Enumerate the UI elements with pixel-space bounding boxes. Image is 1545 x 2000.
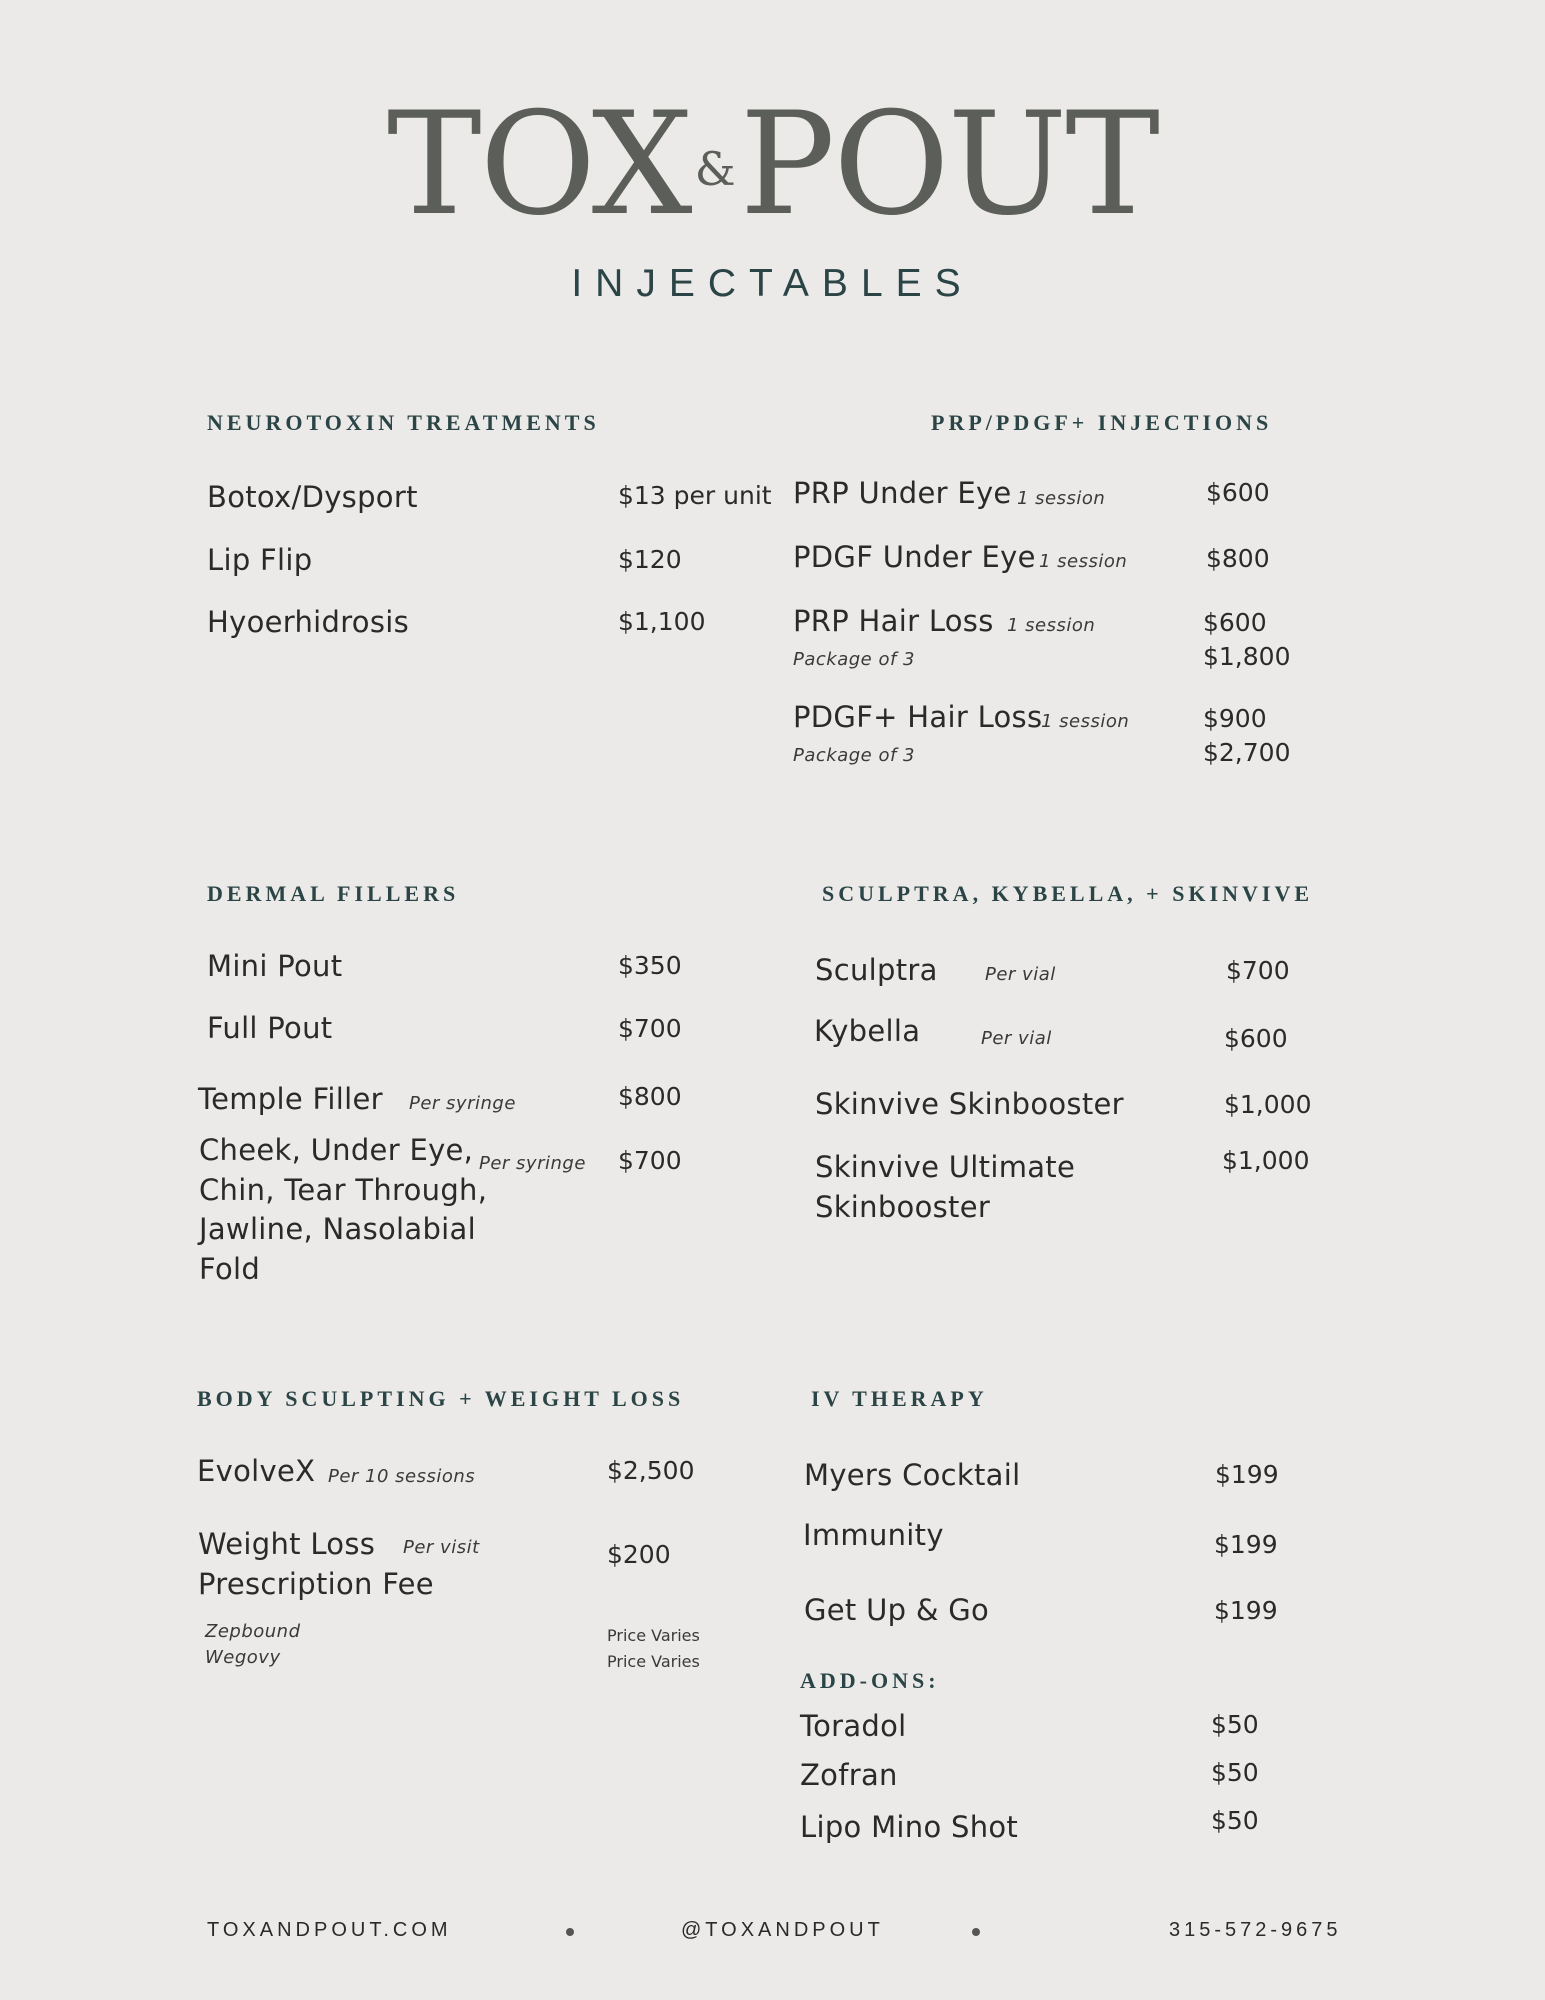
service-note: Per vial	[985, 964, 1056, 985]
page-title: INJECTABLES	[571, 262, 974, 305]
service-price: $199	[1214, 1596, 1278, 1625]
service-price: $1,000	[1224, 1090, 1312, 1119]
package-label: Package of 3	[793, 649, 915, 670]
section-title-neurotoxin: NEUROTOXIN TREATMENTS	[207, 410, 600, 435]
service-name-line: Skinvive Ultimate	[815, 1150, 1076, 1184]
footer-social[interactable]: @TOXANDPOUT	[681, 1919, 884, 1941]
service-name: PDGF+ Hair Loss	[793, 700, 1043, 734]
service-name: PRP Hair Loss	[793, 604, 994, 638]
section-title-fillers: DERMAL FILLERS	[207, 881, 460, 906]
addon-name: Zofran	[800, 1758, 898, 1792]
service-name-line: Fold	[199, 1252, 261, 1286]
service-name: EvolveX	[197, 1454, 316, 1488]
service-name: Lip Flip	[207, 543, 313, 577]
service-name-line: Cheek, Under Eye,	[199, 1133, 474, 1167]
addons-title: ADD-ONS:	[800, 1668, 940, 1693]
logo-text-right: POUT	[739, 82, 1159, 247]
service-note: Per visit	[403, 1537, 480, 1558]
service-name: PRP Under Eye	[793, 476, 1012, 510]
sub-item-name: Zepbound	[205, 1621, 301, 1642]
service-name: Sculptra	[815, 953, 938, 987]
service-name-line: Weight Loss	[198, 1527, 376, 1561]
service-note: Per syringe	[409, 1093, 516, 1114]
service-note: 1 session	[1039, 551, 1128, 572]
service-price: $1,000	[1222, 1146, 1310, 1175]
footer-phone[interactable]: 315-572-9675	[1169, 1919, 1342, 1941]
service-price: $2,500	[607, 1456, 695, 1485]
package-label: Package of 3	[793, 745, 915, 766]
addon-name: Toradol	[800, 1709, 907, 1743]
package-price: $2,700	[1203, 738, 1291, 767]
service-price: $800	[1206, 544, 1270, 573]
section-title-iv: IV THERAPY	[811, 1386, 988, 1411]
service-price: $700	[618, 1014, 682, 1043]
service-name: Get Up & Go	[804, 1593, 990, 1627]
package-price: $1,800	[1203, 642, 1291, 671]
section-title-body: BODY SCULPTING + WEIGHT LOSS	[197, 1386, 685, 1411]
service-name: Mini Pout	[207, 949, 343, 983]
service-name-line: Jawline, Nasolabial	[199, 1212, 476, 1246]
service-price: $700	[618, 1146, 682, 1175]
service-name: Botox/Dysport	[207, 480, 418, 514]
service-price: $600	[1203, 608, 1267, 637]
service-note: 1 session	[1017, 488, 1106, 509]
logo-text-left: TOX	[386, 82, 691, 247]
service-name: Skinvive Skinbooster	[815, 1087, 1124, 1121]
addon-price: $50	[1211, 1758, 1259, 1787]
service-price: $350	[618, 951, 682, 980]
addon-price: $50	[1211, 1710, 1259, 1739]
service-name: Kybella	[814, 1014, 921, 1048]
service-name: Temple Filler	[198, 1082, 383, 1116]
section-title-prp: PRP/PDGF+ INJECTIONS	[931, 410, 1273, 435]
service-note: 1 session	[1041, 711, 1130, 732]
sub-item-name: Wegovy	[205, 1647, 281, 1668]
section-title-sculptra: SCULPTRA, KYBELLA, + SKINVIVE	[822, 881, 1313, 906]
service-price: $900	[1203, 704, 1267, 733]
service-price: $199	[1214, 1530, 1278, 1559]
service-note: Per syringe	[479, 1153, 586, 1174]
sub-item-price: Price Varies	[607, 1652, 700, 1671]
service-price: $120	[618, 545, 682, 574]
service-price: $600	[1206, 478, 1270, 507]
sub-item-price: Price Varies	[607, 1626, 700, 1645]
logo-ampersand: &	[694, 142, 736, 196]
service-price: $600	[1224, 1024, 1288, 1053]
footer-dot-separator	[972, 1928, 980, 1936]
service-name-line: Chin, Tear Through,	[199, 1173, 488, 1207]
service-note: Per vial	[981, 1028, 1052, 1049]
service-name-line: Skinbooster	[815, 1190, 991, 1224]
service-name: Immunity	[803, 1518, 944, 1552]
addon-price: $50	[1211, 1806, 1259, 1835]
service-name: PDGF Under Eye	[793, 540, 1036, 574]
service-price: $1,100	[618, 607, 706, 636]
footer-dot-separator	[566, 1928, 574, 1936]
service-price: $800	[618, 1082, 682, 1111]
service-name: Full Pout	[207, 1011, 333, 1045]
service-name: Hyoerhidrosis	[207, 605, 410, 639]
service-price: $13 per unit	[618, 481, 772, 510]
addon-name: Lipo Mino Shot	[800, 1810, 1019, 1844]
service-price: $700	[1226, 956, 1290, 985]
service-name: Myers Cocktail	[804, 1458, 1021, 1492]
service-name-line: Prescription Fee	[198, 1567, 434, 1601]
footer-website[interactable]: TOXANDPOUT.COM	[207, 1919, 452, 1941]
brand-logo	[0, 82, 1545, 247]
service-note: Per 10 sessions	[328, 1466, 476, 1487]
service-price: $199	[1215, 1460, 1279, 1489]
service-note: 1 session	[1007, 615, 1096, 636]
service-price: $200	[607, 1540, 671, 1569]
